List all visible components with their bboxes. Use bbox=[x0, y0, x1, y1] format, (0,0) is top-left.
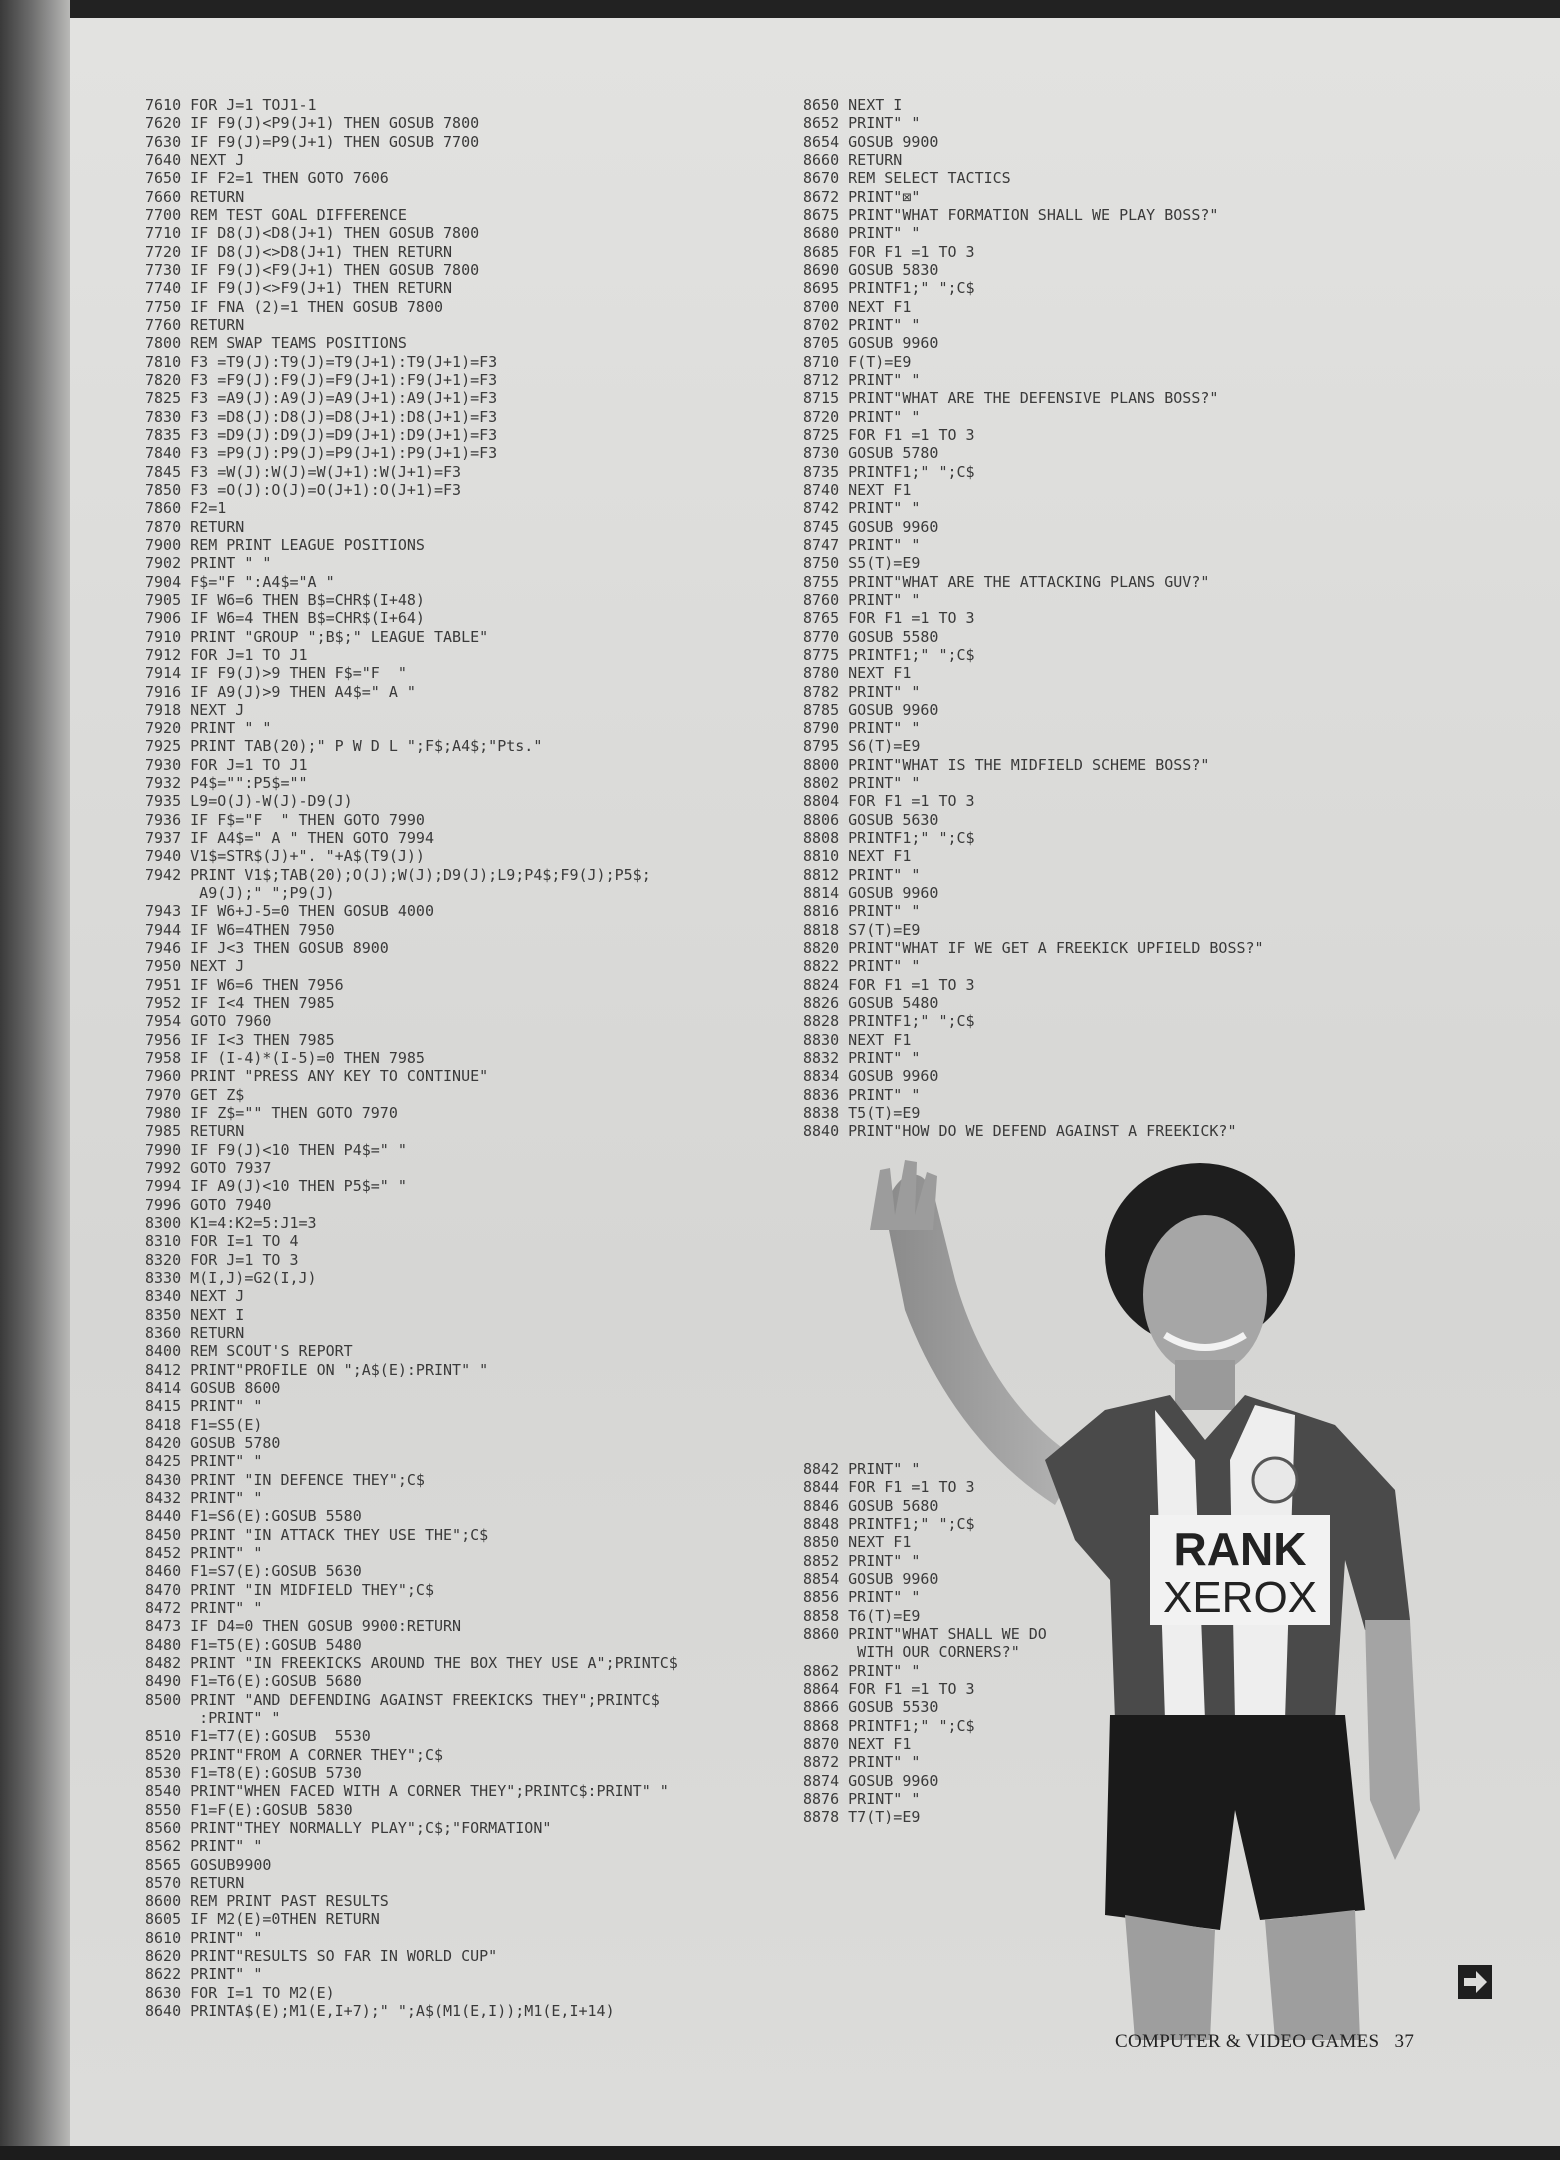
code-line: 8828 PRINTF1;" ";C$ bbox=[803, 1012, 975, 1031]
code-line: 8705 GOSUB 9960 bbox=[803, 334, 939, 353]
code-line: 8415 PRINT" " bbox=[145, 1397, 263, 1416]
code-line: 8790 PRINT" " bbox=[803, 719, 921, 738]
code-line: 8872 PRINT" " bbox=[803, 1753, 921, 1772]
code-line: 8850 NEXT F1 bbox=[803, 1533, 912, 1552]
code-line: 8866 GOSUB 5530 bbox=[803, 1698, 939, 1717]
code-line: 8755 PRINT"WHAT ARE THE ATTACKING PLANS GUV?" bbox=[803, 572, 1210, 591]
code-line: 7902 PRINT " " bbox=[145, 554, 272, 573]
code-line: 8824 FOR F1 =1 TO 3 bbox=[803, 975, 975, 994]
code-line: 8418 F1=S5(E) bbox=[145, 1415, 263, 1434]
shirt-sponsor-line2: XEROX bbox=[1162, 1573, 1318, 1622]
code-line: 8832 PRINT" " bbox=[803, 1049, 921, 1068]
code-line: 8510 F1=T7(E):GOSUB 5530 bbox=[145, 1727, 371, 1746]
code-line: 7830 F3 =D8(J):D8(J)=D8(J+1):D8(J+1)=F3 bbox=[145, 407, 498, 426]
code-line: 7950 NEXT J bbox=[145, 957, 245, 976]
code-line: 7650 IF F2=1 THEN GOTO 7606 bbox=[145, 169, 389, 188]
legs bbox=[1125, 1910, 1360, 2040]
code-line: 7954 GOTO 7960 bbox=[145, 1012, 272, 1031]
code-line: 7937 IF A4$=" A " THEN GOTO 7994 bbox=[145, 829, 434, 848]
code-line: 7620 IF F9(J)<P9(J+1) THEN GOSUB 7800 bbox=[145, 114, 480, 133]
code-line: 7994 IF A9(J)<10 THEN P5$=" " bbox=[145, 1177, 407, 1196]
code-line: 8550 F1=F(E):GOSUB 5830 bbox=[145, 1800, 353, 1819]
code-line: 7920 PRINT " " bbox=[145, 719, 272, 738]
code-line: 8830 NEXT F1 bbox=[803, 1030, 912, 1049]
code-line: 8760 PRINT" " bbox=[803, 590, 921, 609]
code-line: 7870 RETURN bbox=[145, 517, 245, 536]
magazine-spine-shadow bbox=[0, 0, 70, 2160]
hand bbox=[870, 1160, 937, 1230]
code-line: 8822 PRINT" " bbox=[803, 957, 921, 976]
code-line: 7918 NEXT J bbox=[145, 700, 245, 719]
code-line: 8605 IF M2(E)=0THEN RETURN bbox=[145, 1910, 380, 1929]
code-line: 8672 PRINT"⊠" bbox=[803, 187, 921, 206]
code-line: 8712 PRINT" " bbox=[803, 370, 921, 389]
code-line: 8440 F1=S6(E):GOSUB 5580 bbox=[145, 1507, 362, 1526]
code-line: 8836 PRINT" " bbox=[803, 1085, 921, 1104]
club-crest bbox=[1253, 1458, 1297, 1502]
code-line: 8720 PRINT" " bbox=[803, 407, 921, 426]
code-line: 8340 NEXT J bbox=[145, 1287, 245, 1306]
code-line: 8800 PRINT"WHAT IS THE MIDFIELD SCHEME BOSS?" bbox=[803, 755, 1210, 774]
code-line: 8878 T7(T)=E9 bbox=[803, 1808, 921, 1827]
code-line: 8414 GOSUB 8600 bbox=[145, 1378, 281, 1397]
code-line: 8812 PRINT" " bbox=[803, 865, 921, 884]
bottom-edge-band bbox=[0, 2146, 1560, 2160]
code-line: 7640 NEXT J bbox=[145, 150, 245, 169]
code-line: 8725 FOR F1 =1 TO 3 bbox=[803, 425, 975, 444]
code-line: 8842 PRINT" " bbox=[803, 1460, 921, 1478]
code-line: 8806 GOSUB 5630 bbox=[803, 810, 939, 829]
code-line: 7730 IF F9(J)<F9(J+1) THEN GOSUB 7800 bbox=[145, 260, 480, 279]
code-line: 8856 PRINT" " bbox=[803, 1588, 921, 1607]
code-line: 8740 NEXT F1 bbox=[803, 480, 912, 499]
code-line: 7990 IF F9(J)<10 THEN P4$=" " bbox=[145, 1140, 407, 1159]
code-line: 8300 K1=4:K2=5:J1=3 bbox=[145, 1214, 317, 1233]
code-line: 7940 V1$=STR$(J)+". "+A$(T9(J)) bbox=[145, 847, 425, 866]
code-line: 8810 NEXT F1 bbox=[803, 847, 912, 866]
continued-arrow-icon bbox=[1458, 1965, 1492, 1999]
code-line: 7700 REM TEST GOAL DIFFERENCE bbox=[145, 205, 407, 224]
code-line: 8816 PRINT" " bbox=[803, 902, 921, 921]
code-line: 7951 IF W6=6 THEN 7956 bbox=[145, 975, 344, 994]
code-line: 8765 FOR F1 =1 TO 3 bbox=[803, 609, 975, 628]
code-line: 8782 PRINT" " bbox=[803, 682, 921, 701]
code-line: 7996 GOTO 7940 bbox=[145, 1195, 272, 1214]
code-line: 8680 PRINT" " bbox=[803, 224, 921, 243]
code-line: 7952 IF I<4 THEN 7985 bbox=[145, 994, 335, 1013]
code-line: 8742 PRINT" " bbox=[803, 499, 921, 518]
code-line: 7985 RETURN bbox=[145, 1122, 245, 1141]
code-line: :PRINT" " bbox=[145, 1708, 281, 1727]
code-line: 7970 GET Z$ bbox=[145, 1085, 245, 1104]
code-line: 8702 PRINT" " bbox=[803, 315, 921, 334]
code-line: 8795 S6(T)=E9 bbox=[803, 737, 921, 756]
code-line: 7825 F3 =A9(J):A9(J)=A9(J+1):A9(J+1)=F3 bbox=[145, 389, 498, 408]
code-line: 8838 T5(T)=E9 bbox=[803, 1104, 921, 1123]
shorts bbox=[1105, 1715, 1365, 1930]
code-line: 8780 NEXT F1 bbox=[803, 664, 912, 683]
page-footer bbox=[1115, 2031, 1414, 2053]
code-line: 8675 PRINT"WHAT FORMATION SHALL WE PLAY BOSS?" bbox=[803, 205, 1219, 224]
code-line: 7904 F$="F ":A4$="A " bbox=[145, 572, 335, 591]
code-line: 8622 PRINT" " bbox=[145, 1965, 263, 1984]
code-line: 8785 GOSUB 9960 bbox=[803, 700, 939, 719]
code-line: 7930 FOR J=1 TO J1 bbox=[145, 755, 308, 774]
code-line: 8565 GOSUB9900 bbox=[145, 1855, 272, 1874]
code-line: 7943 IF W6+J-5=0 THEN GOSUB 4000 bbox=[145, 902, 434, 921]
code-line: 8310 FOR I=1 TO 4 bbox=[145, 1232, 299, 1251]
code-line: 8480 F1=T5(E):GOSUB 5480 bbox=[145, 1635, 362, 1654]
code-line: 7900 REM PRINT LEAGUE POSITIONS bbox=[145, 535, 425, 554]
code-line: 7960 PRINT "PRESS ANY KEY TO CONTINUE" bbox=[145, 1067, 489, 1086]
code-line: 8775 PRINTF1;" ";C$ bbox=[803, 645, 975, 664]
code-line: 8650 NEXT I bbox=[803, 96, 903, 114]
code-line: 8862 PRINT" " bbox=[803, 1661, 921, 1680]
code-line: 8685 FOR F1 =1 TO 3 bbox=[803, 242, 975, 261]
code-line: 8472 PRINT" " bbox=[145, 1598, 263, 1617]
code-line: 7944 IF W6=4THEN 7950 bbox=[145, 920, 335, 939]
code-line: 7720 IF D8(J)<>D8(J+1) THEN RETURN bbox=[145, 242, 453, 261]
code-line: 8854 GOSUB 9960 bbox=[803, 1569, 939, 1588]
code-line: 8834 GOSUB 9960 bbox=[803, 1067, 939, 1086]
code-line: 8600 REM PRINT PAST RESULTS bbox=[145, 1892, 389, 1911]
code-line: 8814 GOSUB 9960 bbox=[803, 884, 939, 903]
code-listing-left bbox=[145, 96, 678, 2020]
code-line: 8425 PRINT" " bbox=[145, 1452, 263, 1471]
code-line: 8864 FOR F1 =1 TO 3 bbox=[803, 1679, 975, 1698]
code-line: 8876 PRINT" " bbox=[803, 1789, 921, 1808]
code-line: 8804 FOR F1 =1 TO 3 bbox=[803, 792, 975, 811]
code-line: 7800 REM SWAP TEAMS POSITIONS bbox=[145, 334, 407, 353]
code-line: 8620 PRINT"RESULTS SO FAR IN WORLD CUP" bbox=[145, 1947, 498, 1966]
code-listing-right bbox=[803, 96, 1264, 1141]
code-line: 7936 IF F$="F " THEN GOTO 7990 bbox=[145, 810, 425, 829]
code-line: 8400 REM SCOUT'S REPORT bbox=[145, 1342, 353, 1361]
code-line: 7956 IF I<3 THEN 7985 bbox=[145, 1030, 335, 1049]
code-line: 8500 PRINT "AND DEFENDING AGAINST FREEKICKS THEY";PRINTC$ bbox=[145, 1690, 660, 1709]
code-line: 8412 PRINT"PROFILE ON ";A$(E):PRINT" " bbox=[145, 1360, 489, 1379]
code-line: 7905 IF W6=6 THEN B$=CHR$(I+48) bbox=[145, 590, 425, 609]
code-line: 7910 PRINT "GROUP ";B$;" LEAGUE TABLE" bbox=[145, 627, 489, 646]
code-line: 8530 F1=T8(E):GOSUB 5730 bbox=[145, 1763, 362, 1782]
code-line: 8858 T6(T)=E9 bbox=[803, 1606, 921, 1625]
code-line: 8430 PRINT "IN DEFENCE THEY";C$ bbox=[145, 1470, 425, 1489]
code-line: 8540 PRINT"WHEN FACED WITH A CORNER THEY";PRINTC$:PRINT" " bbox=[145, 1782, 669, 1801]
code-line: 7810 F3 =T9(J):T9(J)=T9(J+1):T9(J+1)=F3 bbox=[145, 352, 498, 371]
code-line: 8818 S7(T)=E9 bbox=[803, 920, 921, 939]
code-line: 7610 FOR J=1 TOJ1-1 bbox=[145, 96, 317, 114]
magazine-title: COMPUTER & VIDEO GAMES bbox=[1115, 2031, 1380, 2052]
code-line: 8560 PRINT"THEY NORMALLY PLAY";C$;"FORMATION" bbox=[145, 1818, 552, 1837]
code-line: 7916 IF A9(J)>9 THEN A4$=" A " bbox=[145, 682, 416, 701]
code-line: 8870 NEXT F1 bbox=[803, 1734, 912, 1753]
code-line: 7860 F2=1 bbox=[145, 499, 227, 518]
code-line: 7992 GOTO 7937 bbox=[145, 1159, 272, 1178]
code-line: 7958 IF (I-4)*(I-5)=0 THEN 7985 bbox=[145, 1049, 425, 1068]
code-line: 8660 RETURN bbox=[803, 150, 903, 169]
code-line: 8670 REM SELECT TACTICS bbox=[803, 169, 1011, 188]
code-line: 8652 PRINT" " bbox=[803, 114, 921, 133]
code-line: 7845 F3 =W(J):W(J)=W(J+1):W(J+1)=F3 bbox=[145, 462, 462, 481]
code-line: 7710 IF D8(J)<D8(J+1) THEN GOSUB 7800 bbox=[145, 224, 480, 243]
code-line: 7946 IF J<3 THEN GOSUB 8900 bbox=[145, 939, 389, 958]
code-line: 8874 GOSUB 9960 bbox=[803, 1771, 939, 1790]
code-line: 8868 PRINTF1;" ";C$ bbox=[803, 1716, 975, 1735]
code-line: 7914 IF F9(J)>9 THEN F$="F " bbox=[145, 664, 407, 683]
code-line: 7820 F3 =F9(J):F9(J)=F9(J+1):F9(J+1)=F3 bbox=[145, 370, 498, 389]
code-line: 8473 IF D4=0 THEN GOSUB 9900:RETURN bbox=[145, 1617, 462, 1636]
code-line: 7942 PRINT V1$;TAB(20);O(J);W(J);D9(J);L9;P4$;F9(J);P5$; bbox=[145, 865, 651, 884]
code-line: 7740 IF F9(J)<>F9(J+1) THEN RETURN bbox=[145, 279, 453, 298]
code-line: 8710 F(T)=E9 bbox=[803, 352, 912, 371]
code-line: 8846 GOSUB 5680 bbox=[803, 1496, 939, 1515]
code-line: 7750 IF FNA (2)=1 THEN GOSUB 7800 bbox=[145, 297, 444, 316]
code-line: 7906 IF W6=4 THEN B$=CHR$(I+64) bbox=[145, 609, 425, 628]
code-line: 8450 PRINT "IN ATTACK THEY USE THE";C$ bbox=[145, 1525, 489, 1544]
code-line: 8460 F1=S7(E):GOSUB 5630 bbox=[145, 1562, 362, 1581]
code-line: 8808 PRINTF1;" ";C$ bbox=[803, 829, 975, 848]
code-line: 8820 PRINT"WHAT IF WE GET A FREEKICK UPFIELD BOSS?" bbox=[803, 939, 1264, 958]
code-line: 8610 PRINT" " bbox=[145, 1928, 263, 1947]
code-line: 8826 GOSUB 5480 bbox=[803, 994, 939, 1013]
code-line: 8452 PRINT" " bbox=[145, 1543, 263, 1562]
code-line: WITH OUR CORNERS?" bbox=[803, 1643, 1020, 1662]
code-line: 7912 FOR J=1 TO J1 bbox=[145, 645, 308, 664]
code-line: 7850 F3 =O(J):O(J)=O(J+1):O(J+1)=F3 bbox=[145, 480, 462, 499]
code-line: 7660 RETURN bbox=[145, 187, 245, 206]
shirt-sponsor-line1: RANK bbox=[1173, 1523, 1307, 1575]
code-line: 7835 F3 =D9(J):D9(J)=D9(J+1):D9(J+1)=F3 bbox=[145, 425, 498, 444]
code-line: 7935 L9=O(J)-W(J)-D9(J) bbox=[145, 792, 353, 811]
code-line: 8840 PRINT"HOW DO WE DEFEND AGAINST A FREEKICK?" bbox=[803, 1122, 1237, 1141]
code-line: 8695 PRINTF1;" ";C$ bbox=[803, 279, 975, 298]
code-line: 8570 RETURN bbox=[145, 1873, 245, 1892]
code-line: 7980 IF Z$="" THEN GOTO 7970 bbox=[145, 1104, 398, 1123]
code-line: 8715 PRINT"WHAT ARE THE DEFENSIVE PLANS BOSS?" bbox=[803, 389, 1219, 408]
code-line: 8700 NEXT F1 bbox=[803, 297, 912, 316]
code-line: 8844 FOR F1 =1 TO 3 bbox=[803, 1478, 975, 1497]
code-line: 8770 GOSUB 5580 bbox=[803, 627, 939, 646]
code-line: 8470 PRINT "IN MIDFIELD THEY";C$ bbox=[145, 1580, 434, 1599]
code-line: 8420 GOSUB 5780 bbox=[145, 1433, 281, 1452]
page-number: 37 bbox=[1394, 2031, 1415, 2052]
code-line: 8330 M(I,J)=G2(I,J) bbox=[145, 1269, 317, 1287]
code-line: 8320 FOR J=1 TO 3 bbox=[145, 1250, 299, 1269]
code-line: 8690 GOSUB 5830 bbox=[803, 260, 939, 279]
code-line: 8802 PRINT" " bbox=[803, 774, 921, 793]
code-line: 7840 F3 =P9(J):P9(J)=P9(J+1):P9(J+1)=F3 bbox=[145, 444, 498, 463]
code-line: 8432 PRINT" " bbox=[145, 1488, 263, 1507]
footballer-photo-icon bbox=[865, 1160, 1425, 2040]
code-line: 8640 PRINTA$(E);M1(E,I+7);" ";A$(M1(E,I));M1(E,I+14) bbox=[145, 2002, 615, 2021]
code-line: 7630 IF F9(J)=P9(J+1) THEN GOSUB 7700 bbox=[145, 132, 480, 151]
code-line: 8745 GOSUB 9960 bbox=[803, 517, 939, 536]
code-line: 8747 PRINT" " bbox=[803, 535, 921, 554]
code-line: 8562 PRINT" " bbox=[145, 1837, 263, 1856]
code-line: 8848 PRINTF1;" ";C$ bbox=[803, 1514, 975, 1533]
code-line: 8520 PRINT"FROM A CORNER THEY";C$ bbox=[145, 1745, 444, 1764]
code-line: 8735 PRINTF1;" ";C$ bbox=[803, 462, 975, 481]
code-line: 8482 PRINT "IN FREEKICKS AROUND THE BOX THEY USE A";PRINTC$ bbox=[145, 1653, 678, 1672]
code-line: 8730 GOSUB 5780 bbox=[803, 444, 939, 463]
code-line: A9(J);" ";P9(J) bbox=[145, 884, 335, 903]
code-line: 8360 RETURN bbox=[145, 1323, 245, 1342]
code-line: 7760 RETURN bbox=[145, 315, 245, 334]
code-line: 8852 PRINT" " bbox=[803, 1551, 921, 1570]
code-line: 8490 F1=T6(E):GOSUB 5680 bbox=[145, 1672, 362, 1691]
code-line: 8654 GOSUB 9900 bbox=[803, 132, 939, 151]
code-line: 8860 PRINT"WHAT SHALL WE DO bbox=[803, 1624, 1047, 1643]
code-line: 8630 FOR I=1 TO M2(E) bbox=[145, 1983, 335, 2002]
code-line: 7925 PRINT TAB(20);" P W D L ";F$;A4$;"Pts." bbox=[145, 737, 543, 756]
code-line: 8750 S5(T)=E9 bbox=[803, 554, 921, 573]
code-line: 8350 NEXT I bbox=[145, 1305, 245, 1324]
code-line: 7932 P4$="":P5$="" bbox=[145, 774, 308, 793]
top-edge-band bbox=[70, 0, 1560, 18]
